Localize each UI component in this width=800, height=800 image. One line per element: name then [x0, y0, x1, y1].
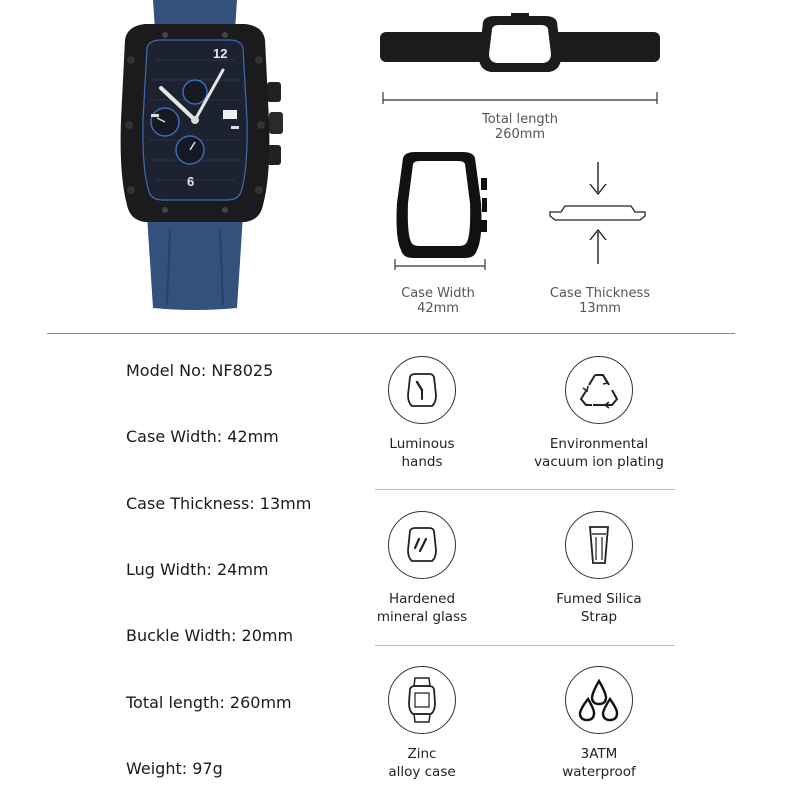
spec-case-thickness: Case Thickness: 13mm: [126, 494, 312, 513]
case-width-label: Case Width: [401, 286, 475, 301]
feature-waterproof-label: 3ATM waterproof: [562, 746, 636, 780]
recycle-icon: [566, 357, 632, 423]
spec-total-length: Total length: 260mm: [126, 693, 292, 712]
watch-hands-icon: [389, 357, 455, 423]
feature-environmental-label: Environmental vacuum ion plating: [534, 436, 664, 470]
case-thickness-value: 13mm: [579, 301, 621, 316]
feature-luminous-label: Luminous hands: [389, 436, 455, 470]
feature-waterproof: [565, 666, 633, 734]
glass-icon: [389, 512, 455, 578]
feature-divider-1: [375, 489, 675, 490]
spec-case-width: Case Width: 42mm: [126, 427, 279, 446]
feature-case-label: Zinc alloy case: [388, 746, 456, 780]
feature-environmental: [565, 356, 633, 424]
case-thickness-caption: [530, 286, 670, 316]
spec-weight: Weight: 97g: [126, 759, 223, 778]
total-length-value: 260mm: [494, 127, 546, 142]
strap-icon: [566, 512, 632, 578]
watch-product-image: [95, 0, 295, 310]
spec-lug-width: Lug Width: 24mm: [126, 560, 269, 579]
feature-glass: [388, 511, 456, 579]
case-thickness-label: Case Thickness: [549, 286, 651, 301]
case-width-diagram: [385, 148, 495, 273]
case-width-value: 42mm: [417, 301, 459, 316]
spec-buckle-width: Buckle Width: 20mm: [126, 626, 294, 645]
svg-text:12: 12: [213, 46, 228, 61]
feature-luminous: [388, 356, 456, 424]
strap-diagram: [375, 12, 665, 107]
case-width-caption: [383, 286, 493, 316]
feature-divider-2: [375, 645, 675, 646]
water-drops-icon: [566, 667, 632, 733]
watch-case-icon: [389, 667, 455, 733]
svg-text:6: 6: [187, 174, 195, 189]
spec-model: Model No: NF8025: [126, 361, 274, 380]
section-divider: [47, 333, 735, 334]
total-length-label: Total length: [482, 112, 558, 127]
case-thickness-diagram: [545, 160, 655, 270]
feature-glass-label: Hardened mineral glass: [376, 591, 468, 625]
total-length-caption: [445, 112, 595, 142]
feature-strap-label: Fumed Silica Strap: [556, 591, 642, 625]
feature-case: [388, 666, 456, 734]
feature-strap: [565, 511, 633, 579]
